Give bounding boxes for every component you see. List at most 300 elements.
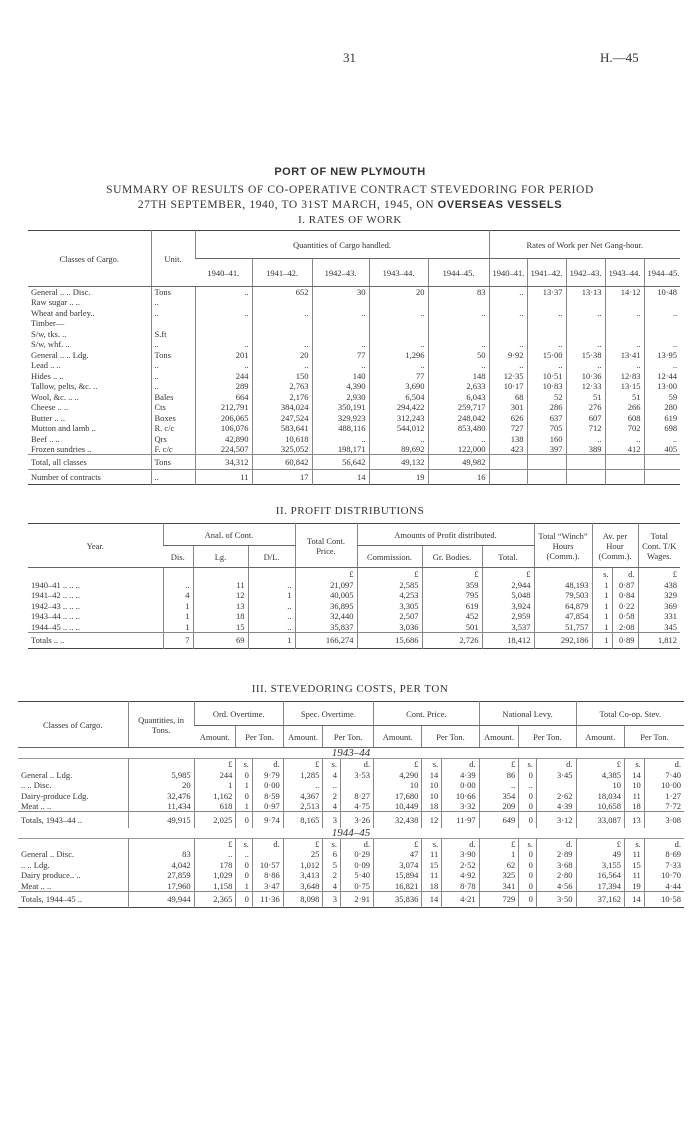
cost-sa: 3,413 (283, 870, 323, 881)
quantity-cell: 42,890 (195, 434, 252, 445)
cargo-unit (151, 318, 195, 329)
table-row (18, 849, 684, 860)
profit-comm: 3,036 (357, 622, 422, 633)
quantity-cell (369, 329, 428, 340)
total-quantity: 49,915 (128, 812, 194, 828)
quantity-cell: 488,116 (312, 423, 369, 434)
cost-os: 0 (236, 860, 253, 871)
quantity-cell: 30 (312, 287, 369, 298)
rate-cell: 51 (605, 392, 644, 403)
table-row (28, 622, 680, 633)
profit-comm: 2,585 (357, 580, 422, 591)
cargo-unit: R. c/c (151, 423, 195, 434)
cost-ts: 18 (624, 801, 644, 812)
rate-cell: .. (566, 434, 605, 445)
profit-d: 2·08 (612, 622, 638, 633)
year-title: 1943–44 (18, 748, 684, 759)
profit-bodies: 619 (422, 601, 482, 612)
table-row (28, 287, 680, 298)
cargo-class: Wheat and barley.. (31, 307, 95, 318)
total-cd: 11·97 (442, 812, 479, 828)
cargo-quantity: 17,960 (128, 881, 194, 892)
rate-cell: .. (566, 360, 605, 371)
total-quantity: 11 (195, 470, 252, 485)
total-row (28, 470, 680, 485)
cargo-class: .. .. Ldg. (21, 859, 50, 870)
cost-cd: 3·90 (442, 849, 479, 860)
cost-os: 0 (236, 870, 253, 881)
rate-cell: .. (605, 434, 644, 445)
cost-ls: 0 (519, 870, 537, 881)
quantity-cell: 4,390 (312, 381, 369, 392)
cost-ld: 4·39 (536, 801, 576, 812)
col-qty-year: 1943–44. (369, 259, 428, 287)
total-s: 1 (592, 632, 612, 648)
col-rate-year: 1943–44. (605, 259, 644, 287)
profit-bodies: 795 (422, 590, 482, 601)
cargo-unit: .. (151, 381, 195, 392)
cost-cs: 10 (422, 791, 442, 802)
quantity-cell: 248,042 (428, 413, 489, 424)
quantity-cell (195, 297, 252, 308)
cargo-class: S/w, tks. .. (31, 328, 67, 339)
quantity-cell: .. (369, 339, 428, 350)
quantity-cell: .. (312, 339, 369, 350)
total-os: 0 (236, 812, 253, 828)
cargo-quantity: 5,985 (128, 770, 194, 781)
total-label: Totals, 1944–45 .. (18, 891, 128, 907)
profit-year: 1940–41 .. .. .. (31, 579, 80, 590)
unit-symbol: s. (323, 838, 341, 849)
rate-cell: 705 (527, 423, 566, 434)
table-row (28, 297, 680, 308)
rate-cell (527, 329, 566, 340)
cost-cd: 4·39 (442, 770, 479, 781)
col-rate-year: 1942–43. (566, 259, 605, 287)
rate-cell: 13·13 (566, 287, 605, 298)
total-ss: 3 (323, 812, 341, 828)
cost-ts: 19 (624, 881, 644, 892)
quantity-cell: .. (195, 308, 252, 319)
unit-symbol: £ (283, 838, 323, 849)
cargo-class: Meat .. .. (21, 801, 52, 811)
cost-os: .. (236, 849, 253, 860)
cost-ld: 2·62 (536, 791, 576, 802)
unit-symbol: £ (357, 568, 422, 580)
rate-cell (605, 329, 644, 340)
unit-symbol: £ (295, 568, 357, 580)
quantity-cell: .. (312, 308, 369, 319)
total-wages: 1,812 (638, 632, 680, 648)
quantity-cell: .. (428, 434, 489, 445)
rate-cell: 10·36 (566, 371, 605, 382)
rate-cell: 698 (644, 423, 680, 434)
profit-dis: 4 (163, 590, 193, 601)
profit-distributions-table (28, 523, 680, 649)
empty-cell (566, 470, 605, 485)
quantity-cell: 2,633 (428, 381, 489, 392)
quantity-cell: .. (428, 360, 489, 371)
profit-price: 32,440 (295, 611, 357, 622)
cost-cd: 3·32 (442, 801, 479, 812)
rate-cell: 10·17 (489, 381, 527, 392)
profit-price: 21,097 (295, 580, 357, 591)
rate-cell: 160 (527, 434, 566, 445)
cost-ld (536, 780, 576, 791)
profit-s: 1 (592, 622, 612, 633)
total-cs: 14 (422, 891, 442, 907)
unit-symbol: £ (576, 838, 624, 849)
quantity-cell: 212,791 (195, 402, 252, 413)
total-dl: 1 (248, 632, 295, 648)
document-period (0, 199, 700, 211)
table-row (18, 780, 684, 791)
empty-cell (248, 568, 295, 580)
total-quantity: 49,944 (128, 891, 194, 907)
rate-cell: .. (644, 308, 680, 319)
rate-cell: 266 (605, 402, 644, 413)
profit-dis: 1 (163, 622, 193, 633)
quantity-cell (369, 297, 428, 308)
rate-cell: .. (605, 360, 644, 371)
cost-ts: 11 (624, 849, 644, 860)
cost-sd: 4·75 (340, 801, 373, 812)
page-header (0, 50, 700, 70)
col-amount: Amount. (576, 726, 624, 748)
rate-cell: 12·33 (566, 381, 605, 392)
rate-cell: 637 (527, 413, 566, 424)
total-quantity: 16 (428, 470, 489, 485)
total-ts: 14 (624, 891, 644, 907)
quantity-cell: 2,176 (252, 392, 312, 403)
cost-ts: 10 (624, 780, 644, 791)
profit-wages: 329 (638, 590, 680, 601)
cost-ta: 17,394 (576, 881, 624, 892)
rate-cell: 12·44 (644, 371, 680, 382)
total-quantity: 56,642 (312, 455, 369, 470)
rate-cell: 397 (527, 444, 566, 455)
total-dis: 7 (163, 632, 193, 648)
cost-ss: 6 (323, 849, 341, 860)
rate-cell (644, 318, 680, 329)
rate-cell: 14·12 (605, 287, 644, 298)
quantity-cell (312, 329, 369, 340)
rate-cell: 12·35 (489, 371, 527, 382)
quantity-cell: .. (252, 339, 312, 350)
cost-la: .. (479, 780, 519, 791)
profit-dl: .. (248, 580, 295, 591)
quantity-cell: 544,012 (369, 423, 428, 434)
quantity-cell: 294,422 (369, 402, 428, 413)
cost-td: 1·27 (644, 791, 684, 802)
profit-year: 1944–45 .. .. .. (31, 621, 80, 632)
quantity-cell: 652 (252, 287, 312, 298)
profit-dis: 1 (163, 601, 193, 612)
cost-ss: 2 (323, 791, 341, 802)
profit-bodies: 452 (422, 611, 482, 622)
unit-symbol: s. (624, 759, 644, 770)
year-heading (18, 828, 684, 839)
rate-cell: .. (489, 287, 527, 298)
total-os: 0 (236, 891, 253, 907)
unit-symbol: £ (479, 759, 519, 770)
col-amount: Amount. (283, 726, 323, 748)
quantity-cell (428, 297, 489, 308)
quantity-cell (252, 318, 312, 329)
cost-os: 0 (236, 770, 253, 781)
empty-cell (566, 455, 605, 470)
col-rate-year: 1940–41. (489, 259, 527, 287)
cost-ss: 4 (323, 881, 341, 892)
total-cs: 12 (422, 812, 442, 828)
profit-total: 5,048 (482, 590, 534, 601)
cost-ta: 10,658 (576, 801, 624, 812)
units-row (28, 568, 680, 580)
cost-ts: 11 (624, 791, 644, 802)
empty-cell (18, 759, 128, 770)
empty-cell (534, 568, 592, 580)
cost-cs: 10 (422, 780, 442, 791)
quantity-cell: .. (428, 308, 489, 319)
rate-cell (489, 318, 527, 329)
total-quantity: 17 (252, 470, 312, 485)
total-year: Totals .. .. (28, 632, 163, 648)
quantity-cell: 198,171 (312, 444, 369, 455)
profit-lg: 18 (193, 611, 248, 622)
unit-symbol: £ (283, 759, 323, 770)
unit-symbol: £ (194, 759, 236, 770)
cargo-class: Meat .. .. (21, 880, 52, 891)
profit-s: 1 (592, 590, 612, 601)
unit-symbol: s. (519, 838, 537, 849)
quantity-cell: .. (312, 360, 369, 371)
profit-wages: 438 (638, 580, 680, 591)
cost-cs: 14 (422, 770, 442, 781)
total-comm: 15,686 (357, 632, 422, 648)
cargo-class: S/w, whf. .. (31, 339, 70, 350)
table-row (18, 860, 684, 871)
rate-cell: .. (489, 360, 527, 371)
total-hours: 292,186 (534, 632, 592, 648)
rate-cell: .. (527, 339, 566, 350)
cost-ca: 10 (374, 780, 422, 791)
total-quantity: 19 (369, 470, 428, 485)
empty-cell (193, 568, 248, 580)
empty-cell (644, 470, 680, 485)
rate-cell: 10·48 (644, 287, 680, 298)
col-commission: Commission. (357, 546, 422, 568)
cost-od: 9·79 (252, 770, 283, 781)
total-cd: 4·21 (442, 891, 479, 907)
quantity-cell: .. (428, 339, 489, 350)
table-row (28, 611, 680, 622)
cost-ca: 10,449 (374, 801, 422, 812)
quantity-cell: .. (252, 308, 312, 319)
quantity-cell: 122,000 (428, 444, 489, 455)
profit-year: 1943–44 .. .. .. (31, 611, 80, 622)
cargo-class: General .. .. Ldg. (31, 349, 89, 360)
quantity-cell: 50 (428, 350, 489, 361)
quantity-cell (252, 329, 312, 340)
quantity-cell: 224,507 (195, 444, 252, 455)
total-unit: .. (151, 470, 195, 485)
cost-cd: 8·78 (442, 881, 479, 892)
cost-sd: 5·40 (340, 870, 373, 881)
rate-cell: 10·51 (527, 371, 566, 382)
cargo-class: General .. Disc. (21, 849, 75, 860)
cost-ta: 49 (576, 849, 624, 860)
rate-cell: 702 (605, 423, 644, 434)
quantity-cell: .. (369, 360, 428, 371)
rate-cell: 52 (527, 392, 566, 403)
cost-od: 8·86 (252, 870, 283, 881)
table-row (28, 580, 680, 591)
col-amounts-profit: Amounts of Profit distributed. (357, 524, 534, 546)
cost-oa: 618 (194, 801, 236, 812)
profit-hours: 48,193 (534, 580, 592, 591)
cost-cd: 10·66 (442, 791, 479, 802)
cost-ld: 3·68 (536, 860, 576, 871)
rate-cell: 280 (644, 402, 680, 413)
table-row (28, 434, 680, 445)
cost-ta: 18,034 (576, 791, 624, 802)
rates-of-work-table (28, 230, 680, 485)
col-winch-hours: Total “Winch” Hours (Comm.). (534, 524, 592, 568)
rate-cell: 10·83 (527, 381, 566, 392)
rate-cell (566, 329, 605, 340)
profit-lg: 13 (193, 601, 248, 612)
unit-symbol: d. (536, 759, 576, 770)
cost-ts: 15 (624, 860, 644, 871)
cost-la: 86 (479, 770, 519, 781)
profit-price: 40,005 (295, 590, 357, 601)
stevedoring-costs-table (18, 701, 684, 908)
unit-symbol: s. (592, 568, 612, 580)
col-gr-bodies: Gr. Bodies. (422, 546, 482, 568)
quantity-cell (195, 329, 252, 340)
empty-cell (605, 470, 644, 485)
col-total-cont-price: Total Cont. Price. (295, 524, 357, 568)
table-row (28, 318, 680, 329)
rate-cell: 607 (566, 413, 605, 424)
table-row (28, 413, 680, 424)
rate-cell: .. (605, 339, 644, 350)
cargo-unit: .. (151, 371, 195, 382)
rate-cell: 619 (644, 413, 680, 424)
rate-cell (605, 318, 644, 329)
quantity-cell (252, 297, 312, 308)
total-label: Number of contracts (28, 470, 151, 485)
rate-cell: .. (644, 360, 680, 371)
cost-cs: 11 (422, 870, 442, 881)
unit-symbol: s. (236, 838, 253, 849)
total-sa: 8,098 (283, 891, 323, 907)
cargo-unit: Tons (151, 350, 195, 361)
cost-ss: 2 (323, 870, 341, 881)
unit-symbol: d. (644, 838, 684, 849)
rate-cell: 15·38 (566, 350, 605, 361)
quantity-cell: 259,717 (428, 402, 489, 413)
empty-cell (489, 470, 527, 485)
total-quantity: 14 (312, 470, 369, 485)
quantity-cell: 77 (369, 371, 428, 382)
cost-ca: 15,894 (374, 870, 422, 881)
rate-cell (644, 297, 680, 308)
profit-dl: .. (248, 622, 295, 633)
cost-od: 3·47 (252, 881, 283, 892)
cargo-class: Beef .. .. (31, 433, 60, 444)
cost-td: 7·33 (644, 860, 684, 871)
total-quantity: 49,982 (428, 455, 489, 470)
cargo-class: Tallow, pelts, &c. .. (31, 381, 98, 392)
col-qty-year: 1942–43. (312, 259, 369, 287)
quantity-cell: 1,296 (369, 350, 428, 361)
rate-cell: 15·00 (527, 350, 566, 361)
quantity-cell: 3,690 (369, 381, 428, 392)
unit-symbol: £ (422, 568, 482, 580)
cargo-class: General .. .. Disc. (31, 287, 91, 297)
quantity-cell: 201 (195, 350, 252, 361)
table-row (28, 339, 680, 350)
quantity-cell: 350,191 (312, 402, 369, 413)
quantity-cell: 77 (312, 350, 369, 361)
cargo-unit: Boxes (151, 413, 195, 424)
quantity-cell: .. (369, 308, 428, 319)
cost-la: 325 (479, 870, 519, 881)
unit-symbol: s. (323, 759, 341, 770)
cargo-class: Dairy produce.. .. (21, 870, 81, 881)
empty-cell (527, 455, 566, 470)
col-per-ton: Per Ton. (519, 726, 576, 748)
cost-ta: 3,155 (576, 860, 624, 871)
profit-price: 36,895 (295, 601, 357, 612)
cost-sd: 8·27 (340, 791, 373, 802)
quantity-cell: 140 (312, 371, 369, 382)
unit-symbol: £ (482, 568, 534, 580)
profit-dl: .. (248, 611, 295, 622)
total-bodies: 2,726 (422, 632, 482, 648)
profit-s: 1 (592, 611, 612, 622)
col-av-per-hour: Av. per Hour (Comm.). (592, 524, 638, 568)
unit-symbol: £ (374, 838, 422, 849)
profit-total: 3,924 (482, 601, 534, 612)
table-row (18, 801, 684, 812)
rate-cell (489, 329, 527, 340)
cargo-unit: Bales (151, 392, 195, 403)
unit-symbol: d. (442, 838, 479, 849)
quantity-cell: .. (195, 339, 252, 350)
table-row (28, 329, 680, 340)
cost-sa: .. (283, 780, 323, 791)
profit-d: 0·22 (612, 601, 638, 612)
cost-ld: 3·45 (536, 770, 576, 781)
total-d: 0·89 (612, 632, 638, 648)
cost-ss: .. (323, 780, 341, 791)
rate-cell: .. (644, 434, 680, 445)
rate-cell: 286 (527, 402, 566, 413)
unit-symbol: £ (638, 568, 680, 580)
col-cont-price: Cont. Price. (374, 702, 480, 726)
cargo-unit: Qrs (151, 434, 195, 445)
rate-cell: 423 (489, 444, 527, 455)
quantity-cell: 150 (252, 371, 312, 382)
cost-od: 10·57 (252, 860, 283, 871)
quantity-cell: 20 (252, 350, 312, 361)
period-bold: OVERSEAS VESSELS (437, 199, 563, 211)
profit-wages: 331 (638, 611, 680, 622)
table-row (28, 444, 680, 455)
col-quantities-3: Quantities, in Tons. (128, 702, 194, 748)
